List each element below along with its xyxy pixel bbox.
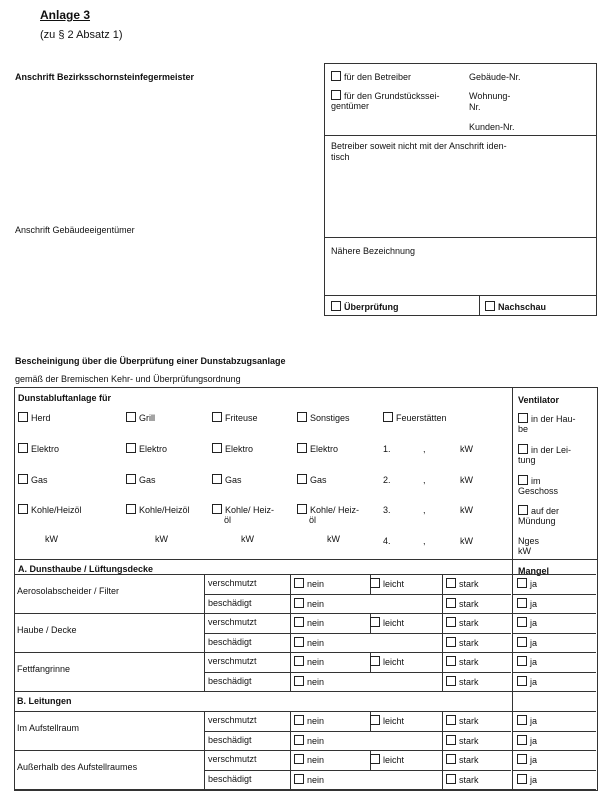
feuerstaetten-label: Feuerstätten: [396, 413, 447, 423]
checkbox[interactable]: [517, 754, 527, 764]
dirty-label-text: verschmutzt: [208, 656, 257, 666]
kw-label: kW: [241, 534, 254, 544]
damaged-label-text: beschädigt: [208, 675, 252, 686]
no-checkbox[interactable]: [294, 656, 324, 667]
landowner-label: für den Grundstückssei-: [344, 91, 440, 101]
damaged-label: [208, 637, 252, 647]
grid-line: [512, 672, 596, 673]
checkbox[interactable]: [517, 617, 527, 627]
nges-label: Nges: [518, 536, 540, 546]
no-checkbox-text: nein: [307, 716, 325, 726]
strong-checkbox[interactable]: [446, 617, 479, 628]
strong-checkbox[interactable]: [446, 735, 479, 746]
yes-checkbox[interactable]: [517, 774, 537, 785]
item-label: [17, 762, 137, 772]
feuer-num: 4.: [383, 536, 391, 546]
no-checkbox-text: nein: [307, 676, 325, 687]
yes-checkbox-text: ja: [530, 618, 538, 628]
vent-label: Geschoss: [518, 486, 559, 496]
checkbox[interactable]: [517, 735, 527, 745]
grid-line: [442, 750, 443, 789]
kw-label: kW: [460, 475, 473, 485]
checkbox[interactable]: [294, 754, 304, 764]
grid-line: [204, 613, 205, 652]
kw-label: kW: [327, 534, 340, 544]
grid-line: [290, 711, 291, 750]
light-checkbox-text: leicht: [383, 716, 405, 726]
no-checkbox[interactable]: [294, 715, 324, 726]
dirty-label-text: verschmutzt: [208, 754, 257, 764]
checkbox[interactable]: [517, 774, 527, 784]
yes-checkbox[interactable]: [517, 754, 537, 765]
damaged-label: [208, 774, 252, 784]
follow-up-checkbox-row[interactable]: [485, 301, 546, 312]
grid-line: [512, 594, 596, 595]
sonstiges-label: Sonstiges: [310, 413, 350, 423]
yes-checkbox-text: ja: [530, 637, 538, 648]
feuer-num: 2.: [383, 475, 391, 485]
kohle-label: Kohle/ Heiz-: [225, 505, 275, 515]
grid-line: [14, 652, 596, 653]
item-label: [17, 664, 70, 674]
light-checkbox[interactable]: [370, 656, 404, 667]
section-a-title: A. Dunsthaube / Lüftungsdecke: [18, 564, 154, 574]
checkbox[interactable]: [294, 676, 304, 686]
vent-label: in der Lei-: [531, 445, 572, 455]
chimney-sweep-address-label: Anschrift Bezirksschornsteinfegermeister: [15, 72, 195, 82]
comma: ,: [423, 475, 426, 485]
friteuse-label: Friteuse: [225, 413, 258, 423]
grid-line: [204, 672, 511, 673]
light-checkbox[interactable]: [370, 578, 404, 589]
checkbox[interactable]: [294, 578, 304, 588]
grid-line: [14, 789, 596, 790]
vent-label: be: [518, 424, 529, 434]
checkbox[interactable]: [517, 637, 527, 647]
grid-line: [204, 770, 511, 771]
no-checkbox-text: nein: [307, 774, 325, 785]
apartment-label-2: Nr.: [469, 102, 481, 112]
light-checkbox[interactable]: [370, 754, 404, 765]
grid-line: [204, 750, 205, 789]
vent-label: in der Hau-: [531, 414, 576, 424]
checkbox[interactable]: [517, 676, 527, 686]
strong-checkbox-text: stark: [459, 755, 479, 765]
checkbox[interactable]: [294, 735, 304, 745]
no-checkbox[interactable]: [294, 676, 324, 687]
item-label: [17, 723, 79, 733]
damaged-label: [208, 676, 252, 686]
damaged-label: [208, 598, 252, 608]
item-label: [17, 625, 77, 635]
operator-label: für den Betreiber: [344, 72, 412, 82]
no-checkbox[interactable]: [294, 637, 324, 648]
feuer-num: 1.: [383, 444, 391, 454]
building-no-label: Gebäude-Nr.: [469, 72, 521, 82]
elektro-label: Elektro: [225, 444, 254, 454]
grid-line: [290, 574, 291, 613]
yes-checkbox[interactable]: [517, 735, 537, 746]
follow-up-label: Nachschau: [498, 302, 547, 312]
item-label-text: Im Aufstellraum: [17, 723, 80, 733]
oel-label: öl: [309, 515, 317, 525]
grid-line: [442, 652, 443, 691]
kw-label: kW: [45, 534, 58, 544]
strong-checkbox-text: stark: [459, 735, 479, 746]
vent-label: tung: [518, 455, 536, 465]
checkbox[interactable]: [294, 774, 304, 784]
certificate-title: Bescheinigung über die Überprüfung einer Dunstabzugsanlage: [15, 356, 286, 366]
damaged-label-text: beschädigt: [208, 636, 252, 647]
checkbox[interactable]: [294, 637, 304, 647]
dirty-label-text: verschmutzt: [208, 578, 257, 588]
grid-line: [204, 594, 511, 595]
strong-checkbox-text: stark: [459, 618, 479, 628]
strong-checkbox-text: stark: [459, 579, 479, 589]
item-label-text: Aerosolabscheider / Filter: [17, 586, 120, 596]
yes-checkbox[interactable]: [517, 578, 537, 589]
yes-checkbox-text: ja: [530, 755, 538, 765]
dunst-heading: Dunstabluftanlage für: [18, 393, 112, 403]
checkbox[interactable]: [517, 656, 527, 666]
grid-line: [14, 613, 596, 614]
dirty-label: [208, 754, 257, 764]
section-b-title: B. Leitungen: [17, 696, 72, 706]
checkbox[interactable]: [370, 578, 380, 588]
ventilator-heading: Ventilator: [518, 395, 560, 405]
checkbox[interactable]: [446, 656, 456, 666]
details-label: Nähere Bezeichnung: [331, 246, 416, 256]
no-checkbox-text: nein: [307, 755, 325, 765]
checkbox[interactable]: [331, 90, 341, 100]
no-checkbox-text: nein: [307, 657, 325, 667]
checkbox[interactable]: [517, 715, 527, 725]
no-checkbox[interactable]: [294, 598, 324, 609]
grid-line: [204, 652, 205, 691]
gas-label: Gas: [225, 475, 242, 485]
checkbox[interactable]: [370, 617, 380, 627]
gas-label: Gas: [310, 475, 327, 485]
strong-checkbox[interactable]: [446, 715, 479, 726]
dirty-label-text: verschmutzt: [208, 617, 257, 627]
grid-line: [204, 633, 511, 634]
gas-label: Gas: [139, 475, 156, 485]
herd-label: Herd: [31, 413, 51, 423]
grid: [14, 387, 596, 789]
light-checkbox-text: leicht: [383, 579, 405, 589]
kohle-label: Kohle/Heizöl: [31, 505, 82, 515]
no-checkbox-text: nein: [307, 735, 325, 746]
owner-address-label: Anschrift Gebäudeeigentümer: [15, 225, 135, 235]
checkbox[interactable]: [446, 598, 456, 608]
grid-line: [14, 691, 596, 692]
checkbox[interactable]: [331, 301, 341, 311]
dirty-label: [208, 715, 257, 725]
kw-label: kW: [460, 444, 473, 454]
address-box: [324, 63, 597, 316]
grid-line: [290, 750, 291, 789]
strong-checkbox[interactable]: [446, 774, 479, 785]
yes-checkbox-text: ja: [530, 716, 538, 726]
oel-label: öl: [224, 515, 232, 525]
item-label-text: Außerhalb des Aufstellraumes: [17, 762, 138, 772]
grid-line: [14, 711, 596, 712]
grid-line: [442, 711, 443, 750]
strong-checkbox[interactable]: [446, 637, 479, 648]
checkbox[interactable]: [446, 617, 456, 627]
yes-checkbox[interactable]: [517, 656, 537, 667]
strong-checkbox-text: stark: [459, 676, 479, 687]
damaged-label: [208, 735, 252, 745]
grid-line: [290, 652, 291, 691]
page-title: Anlage 3: [40, 8, 91, 22]
checkbox[interactable]: [446, 735, 456, 745]
grid-line: [442, 613, 443, 652]
strong-checkbox-text: stark: [459, 598, 479, 609]
no-checkbox[interactable]: [294, 754, 324, 765]
checkbox[interactable]: [446, 774, 456, 784]
checkbox[interactable]: [331, 71, 341, 81]
grid-line: [512, 770, 596, 771]
item-label-text: Haube / Decke: [17, 625, 77, 635]
light-checkbox[interactable]: [370, 617, 404, 628]
dirty-label: [208, 578, 257, 588]
checkbox[interactable]: [446, 676, 456, 686]
landowner-checkbox-row[interactable]: [331, 90, 440, 101]
checkbox[interactable]: [370, 754, 380, 764]
certificate-subtitle: gemäß der Bremischen Kehr- und Überprüfungsordnung: [15, 374, 241, 384]
kw-label: kW: [460, 536, 473, 546]
strong-checkbox[interactable]: [446, 676, 479, 687]
checkbox[interactable]: [485, 301, 495, 311]
checkbox[interactable]: [294, 598, 304, 608]
dirty-label: [208, 656, 257, 666]
no-checkbox[interactable]: [294, 735, 324, 746]
grid-line: [512, 731, 596, 732]
damaged-label-text: beschädigt: [208, 597, 252, 608]
yes-checkbox-text: ja: [530, 657, 538, 667]
mangel-heading: Mangel: [518, 566, 550, 576]
grid-line: [14, 750, 596, 751]
item-label-text: Fettfangrinne: [17, 664, 71, 674]
strong-checkbox[interactable]: [446, 656, 479, 667]
dirty-label: [208, 617, 257, 627]
yes-checkbox-text: ja: [530, 598, 538, 609]
no-checkbox[interactable]: [294, 617, 324, 628]
no-checkbox-text: nein: [307, 637, 325, 648]
operator-checkbox-row[interactable]: [331, 71, 411, 82]
feuer-num: 3.: [383, 505, 391, 515]
grid-line: [290, 613, 291, 652]
checkbox[interactable]: [370, 656, 380, 666]
landowner-label-2: gentümer: [331, 101, 370, 111]
yes-checkbox[interactable]: [517, 637, 537, 648]
kohle-label: Kohle/ Heiz-: [310, 505, 360, 515]
grid-line: [204, 711, 205, 750]
strong-checkbox-text: stark: [459, 657, 479, 667]
yes-checkbox[interactable]: [517, 617, 537, 628]
grid-line: [442, 574, 443, 613]
yes-checkbox-text: ja: [530, 676, 538, 687]
dirty-label-text: verschmutzt: [208, 715, 257, 725]
yes-checkbox-text: ja: [530, 579, 538, 589]
yes-checkbox[interactable]: [517, 676, 537, 687]
elektro-label: Elektro: [310, 444, 339, 454]
light-checkbox-text: leicht: [383, 657, 405, 667]
yes-checkbox-text: ja: [530, 735, 538, 746]
light-checkbox-text: leicht: [383, 618, 405, 628]
item-label: [17, 586, 119, 596]
nges-kw-label: kW: [518, 546, 531, 556]
strong-checkbox[interactable]: [446, 598, 479, 609]
comma: ,: [423, 444, 426, 454]
grill-label: Grill: [139, 413, 155, 423]
kw-label: kW: [155, 534, 168, 544]
vent-label: Mündung: [518, 516, 556, 526]
kohle-label: Kohle/Heizöl: [139, 505, 190, 515]
strong-checkbox-text: stark: [459, 774, 479, 785]
operator-note-2: tisch: [331, 152, 350, 162]
checkbox[interactable]: [446, 754, 456, 764]
checkbox[interactable]: [370, 715, 380, 725]
inspection-checkbox-row[interactable]: [331, 301, 399, 312]
customer-no-label: Kunden-Nr.: [469, 122, 515, 132]
grid-line: [512, 633, 596, 634]
light-checkbox-text: leicht: [383, 755, 405, 765]
yes-checkbox[interactable]: [517, 598, 537, 609]
strong-checkbox-text: stark: [459, 716, 479, 726]
grid-line: [14, 574, 596, 575]
strong-checkbox[interactable]: [446, 578, 479, 589]
elektro-label: Elektro: [139, 444, 168, 454]
elektro-label: Elektro: [31, 444, 60, 454]
checkbox[interactable]: [446, 578, 456, 588]
page-subtitle: (zu § 2 Absatz 1): [40, 29, 123, 41]
light-checkbox[interactable]: [370, 715, 404, 726]
checkbox[interactable]: [517, 578, 527, 588]
no-checkbox-text: nein: [307, 579, 325, 589]
no-checkbox[interactable]: [294, 578, 324, 589]
kw-label: kW: [460, 505, 473, 515]
checkbox[interactable]: [446, 715, 456, 725]
strong-checkbox[interactable]: [446, 754, 479, 765]
yes-checkbox-text: ja: [530, 774, 538, 785]
damaged-label-text: beschädigt: [208, 773, 252, 784]
vent-label: auf der: [531, 506, 560, 516]
checkbox[interactable]: [294, 617, 304, 627]
operator-note: Betreiber soweit nicht mit der Anschrift iden-: [331, 141, 507, 151]
comma: ,: [423, 505, 426, 515]
checkbox[interactable]: [294, 715, 304, 725]
grid-line: [204, 731, 511, 732]
strong-checkbox-text: stark: [459, 637, 479, 648]
checkbox[interactable]: [294, 656, 304, 666]
checkbox[interactable]: [517, 598, 527, 608]
gas-label: Gas: [31, 475, 48, 485]
comma: ,: [423, 536, 426, 546]
inspection-label: Überprüfung: [344, 302, 399, 312]
apartment-label: Wohnung-: [469, 91, 511, 101]
grid-line: [204, 574, 205, 613]
damaged-label-text: beschädigt: [208, 734, 252, 745]
no-checkbox[interactable]: [294, 774, 324, 785]
checkbox[interactable]: [446, 637, 456, 647]
no-checkbox-text: nein: [307, 618, 325, 628]
no-checkbox-text: nein: [307, 598, 325, 609]
yes-checkbox[interactable]: [517, 715, 537, 726]
vent-label: im: [531, 476, 541, 486]
